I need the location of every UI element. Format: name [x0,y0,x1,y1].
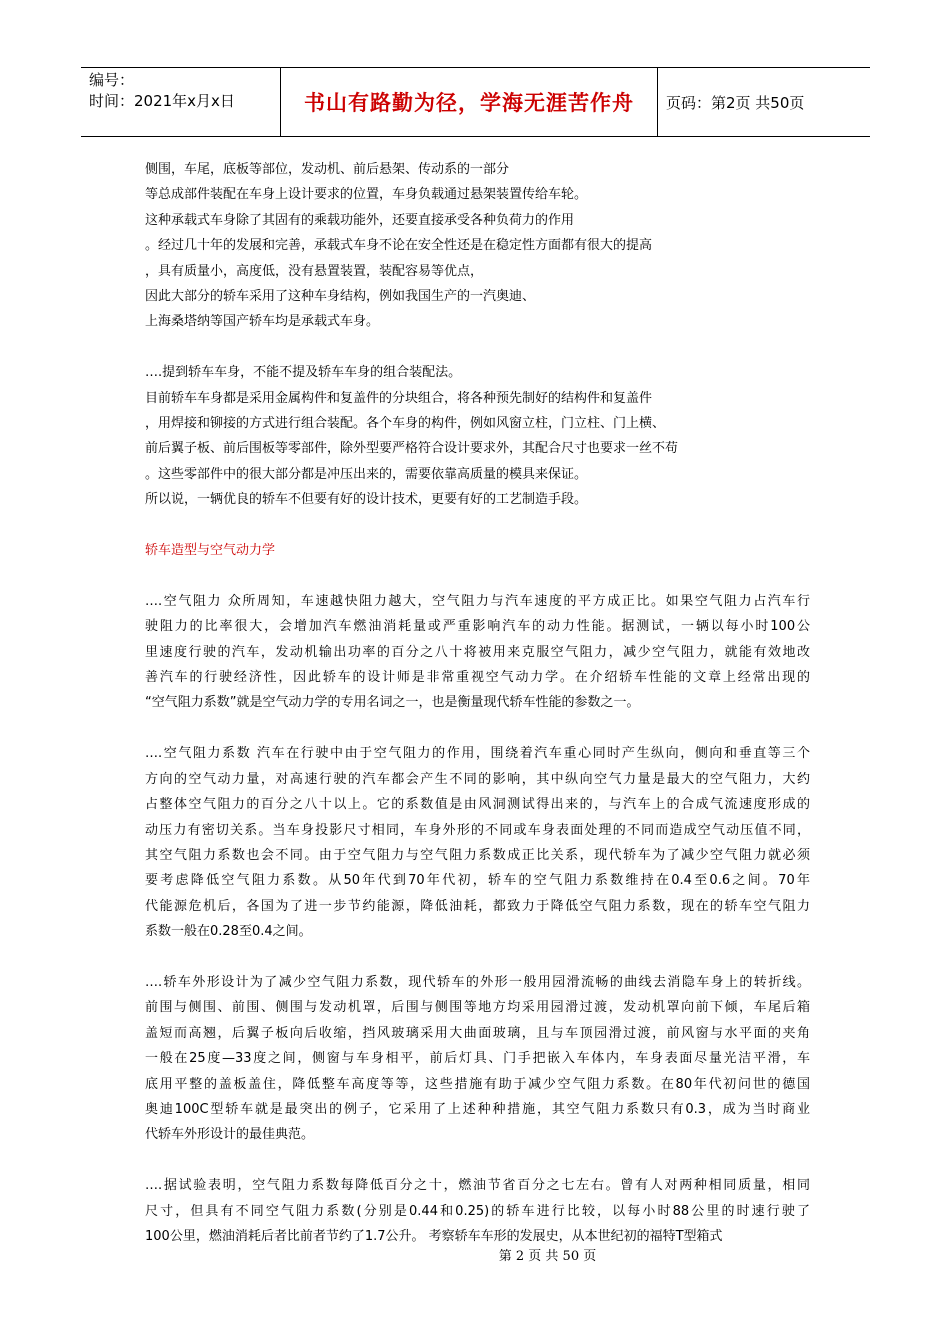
paragraph [145,157,810,335]
header-page-info: 页码：第2页 共50页 [666,93,805,112]
text-line: 代能源危机后，各国为了进一步节约能源，降低油耗，都致力于降低空气阻力系数，现在的轿车空气阻力 [145,898,810,914]
text-line: ….轿车外形设计为了减少空气阻力系数，现代轿车的外形一般用园滑流畅的曲线去消隐车身上的转折线。 [145,974,810,990]
header-motto: 书山有路勤为径，学海无涯苦作舟 [304,91,634,115]
text-line: ….空气阻力系数 汽车在行驶中由于空气阻力的作用，围绕着汽车重心同时产生纵向，侧向和垂直等三个 [145,746,810,762]
text-line: 因此大部分的轿车采用了这种车身结构，例如我国生产的一汽奥迪、 [145,289,536,305]
text-line: 善汽车的行驶经济性，因此轿车的设计师是非常重视空气动力学。在介绍轿车性能的文章上经常出现的 [145,670,810,686]
body-section [145,589,810,1250]
text-line: 尺寸，但具有不同空气阻力系数(分别是0.44和0.25)的轿车进行比较，以每小时88公里的时速行驶了 [145,1203,810,1219]
document-body [145,157,810,1249]
text-line: ….空气阻力 众所周知，车速越快阻力越大，空气阻力与汽车速度的平方成正比。如果空气阻力占汽车行 [145,593,810,609]
paragraph [145,970,810,1148]
text-line: 目前轿车车身都是采用金属构件和复盖件的分块组合，将各种预先制好的结构件和复盖件 [145,390,653,406]
text-line: 盖短而高翘，后翼子板向后收缩，挡风玻璃采用大曲面玻璃，且与车顶园滑过渡，前风窗与水平面的夹角 [145,1025,810,1041]
text-line: ，具有质量小，高度低，没有悬置装置，装配容易等优点， [145,263,484,279]
text-line: 前围与侧围、前围、侧围与发动机罩，后围与侧围等地方均采用园滑过渡，发动机罩向前下倾，车尾后箱 [145,1000,810,1016]
text-line: 动压力有密切关系。当车身投影尺寸相同，车身外形的不同或车身表面处理的不同而造成空气动压值不同， [145,822,810,838]
text-line: 这种承载式车身除了其固有的乘载功能外，还要直接承受各种负荷力的作用 [145,212,575,228]
page-header [81,67,870,137]
text-line: 其空气阻力系数也会不同。由于空气阻力与空气阻力系数成正比关系，现代轿车为了减少空气阻力就必须 [145,847,810,863]
intro-section [145,157,810,513]
paragraph [145,589,810,716]
paragraph [145,360,810,512]
text-line: ….提到轿车车身，不能不提及轿车车身的组合装配法。 [145,365,462,381]
text-line: 驶阻力的比率很大，会增加汽车燃油消耗量或严重影响汽车的动力性能。据测试，一辆以每小时100公 [145,619,810,635]
text-line: 系数一般在0.28至0.4之间。 [145,924,312,940]
header-left-cell [81,68,281,136]
document-date: 时间：2021年x月x日 [89,92,235,110]
text-line: 一般在25度—33度之间，侧窗与车身相平，前后灯具、门手把嵌入车体内，车身表面尽量光洁平滑，车 [145,1051,810,1067]
text-line: 要考虑降低空气阻力系数。从50年代到70年代初，轿车的空气阻力系数维持在0.4至0.6之间。70年 [145,873,810,889]
section-heading: 轿车造型与空气动力学 [145,543,276,559]
text-line: “空气阻力系数”就是空气动力学的专用名词之一，也是衡量现代轿车性能的参数之一。 [145,695,640,711]
text-line: 代轿车外形设计的最佳典范。 [145,1127,315,1143]
text-line: 前后翼子板、前后围板等零部件，除外型要严格符合设计要求外，其配合尺寸也要求一丝不苟 [145,441,679,457]
text-line: 底用平整的盖板盖住，降低整车高度等等，这些措施有助于减少空气阻力系数。在80年代初问世的德国 [145,1076,810,1092]
header-right-cell [658,68,870,136]
text-line: 。这些零部件中的很大部分都是冲压出来的，需要依靠高质量的模具来保证。 [145,466,588,482]
text-line: 方向的空气动力量，对高速行驶的汽车都会产生不同的影响，其中纵向空气力量是最大的空气阻力，大约 [145,771,810,787]
text-line: 奥迪100C型轿车就是最突出的例子，它采用了上述种种措施，其空气阻力系数只有0.3，成为当时商业 [145,1101,810,1117]
header-motto-cell [281,68,658,136]
text-line: 里速度行驶的汽车，发动机输出功率的百分之八十将被用来克服空气阻力，减少空气阻力，就能有效地改 [145,644,810,660]
document-number-label: 编号： [89,71,135,89]
text-line: 。经过几十年的发展和完善，承载式车身不论在安全性还是在稳定性方面都有很大的提高 [145,238,653,254]
text-line: 所以说，一辆优良的轿车不但要有好的设计技术，更要有好的工艺制造手段。 [145,492,588,508]
text-line: ，用焊接和铆接的方式进行组合装配。各个车身的构件，例如风窗立柱，门立柱、门上横、 [145,416,666,432]
text-line: 占整体空气阻力的百分之八十以上。它的系数值是由风洞测试得出来的，与汽车上的合成气流速度形成的 [145,797,810,813]
text-line: 等总成部件装配在车身上设计要求的位置，车身负载通过悬架装置传给车轮。 [145,187,588,203]
footer-page-number: 第 2 页 共 50 页 [498,1249,597,1264]
text-line: ….据试验表明，空气阻力系数每降低百分之十，燃油节省百分之七左右。曾有人对两种相同质量，相同 [145,1178,810,1194]
page-footer [0,1245,950,1264]
text-line: 上海桑塔纳等国产轿车均是承载式车身。 [145,314,380,330]
text-line: 100公里，燃油消耗后者比前者节约了1.7公升。 考察轿车车形的发展史，从本世纪初的福特T型箱式 [145,1228,723,1244]
text-line: 侧围，车尾，底板等部位，发动机、前后悬架、传动系的一部分 [145,162,510,177]
paragraph [145,741,810,944]
paragraph [145,1173,810,1249]
